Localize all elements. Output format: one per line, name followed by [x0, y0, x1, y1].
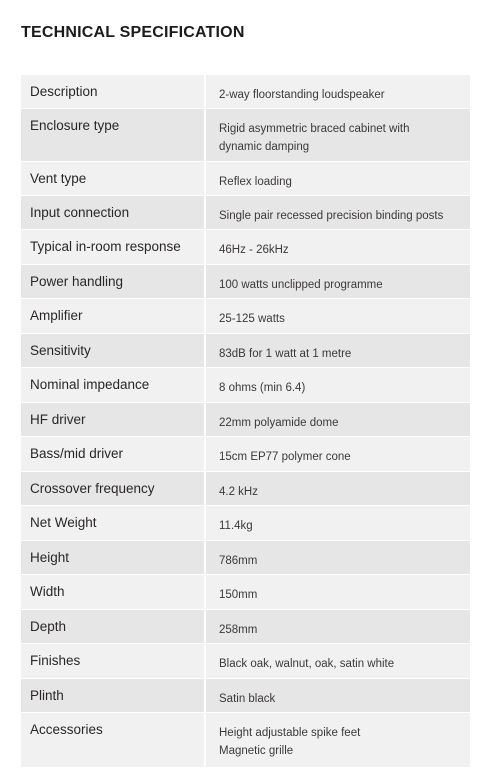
table-row	[21, 230, 470, 265]
spec-value-crossover-frequency: 4.2 kHz	[205, 472, 470, 506]
spec-value-bass-mid-driver: 15cm EP77 polymer cone	[205, 437, 470, 472]
table-row	[21, 644, 470, 679]
spec-value-depth: 258mm	[205, 610, 470, 644]
spec-value-hf-driver: 22mm polyamide dome	[205, 403, 470, 437]
table-row	[21, 109, 470, 162]
spec-label-in-room-response: Typical in-room response	[21, 230, 205, 265]
spec-label-amplifier: Amplifier	[21, 299, 205, 334]
spec-label-bass-mid-driver: Bass/mid driver	[21, 437, 205, 472]
table-row	[21, 75, 470, 109]
spec-value-accessories	[205, 713, 470, 768]
spec-value-width: 150mm	[205, 575, 470, 610]
spec-label-accessories: Accessories	[21, 713, 205, 768]
spec-label-enclosure-type: Enclosure type	[21, 109, 205, 162]
spec-label-width: Width	[21, 575, 205, 610]
table-row	[21, 679, 470, 713]
spec-value-line: Magnetic grille	[219, 745, 294, 757]
table-row	[21, 472, 470, 506]
spec-label-net-weight: Net Weight	[21, 506, 205, 541]
spec-label-vent-type: Vent type	[21, 162, 205, 196]
spec-value-plinth: Satin black	[205, 679, 470, 713]
spec-value-input-connection: Single pair recessed precision binding posts	[205, 196, 470, 230]
table-row	[21, 575, 470, 610]
spec-value-amplifier: 25-125 watts	[205, 299, 470, 334]
spec-label-finishes: Finishes	[21, 644, 205, 679]
spec-value-enclosure-type	[205, 109, 470, 162]
table-row	[21, 610, 470, 644]
table-row	[21, 334, 470, 368]
spec-value-finishes: Black oak, walnut, oak, satin white	[205, 644, 470, 679]
spec-value-nominal-impedance: 8 ohms (min 6.4)	[205, 368, 470, 403]
table-row	[21, 713, 470, 768]
spec-label-sensitivity: Sensitivity	[21, 334, 205, 368]
spec-value-line: Rigid asymmetric braced cabinet with	[219, 123, 410, 135]
spec-label-crossover-frequency: Crossover frequency	[21, 472, 205, 506]
table-row	[21, 368, 470, 403]
table-row	[21, 437, 470, 472]
spec-label-description: Description	[21, 75, 205, 109]
spec-label-hf-driver: HF driver	[21, 403, 205, 437]
table-row	[21, 162, 470, 196]
spec-value-in-room-response: 46Hz - 26kHz	[205, 230, 470, 265]
spec-value-net-weight: 11.4kg	[205, 506, 470, 541]
spec-value-line: dynamic damping	[219, 141, 310, 153]
spec-value-sensitivity: 83dB for 1 watt at 1 metre	[205, 334, 470, 368]
table-row	[21, 265, 470, 299]
page-title: TECHNICAL SPECIFICATION	[21, 24, 245, 41]
spec-value-height: 786mm	[205, 541, 470, 575]
spec-label-depth: Depth	[21, 610, 205, 644]
spec-value-description: 2-way floorstanding loudspeaker	[205, 75, 470, 109]
table-row	[21, 299, 470, 334]
table-row	[21, 506, 470, 541]
spec-label-plinth: Plinth	[21, 679, 205, 713]
table-row	[21, 541, 470, 575]
spec-value-power-handling: 100 watts unclipped programme	[205, 265, 470, 299]
specification-table	[21, 75, 470, 768]
spec-value-line: Height adjustable spike feet	[219, 727, 361, 739]
spec-label-power-handling: Power handling	[21, 265, 205, 299]
table-row	[21, 196, 470, 230]
spec-label-height: Height	[21, 541, 205, 575]
spec-label-nominal-impedance: Nominal impedance	[21, 368, 205, 403]
table-row	[21, 403, 470, 437]
spec-label-input-connection: Input connection	[21, 196, 205, 230]
spec-value-vent-type: Reflex loading	[205, 162, 470, 196]
